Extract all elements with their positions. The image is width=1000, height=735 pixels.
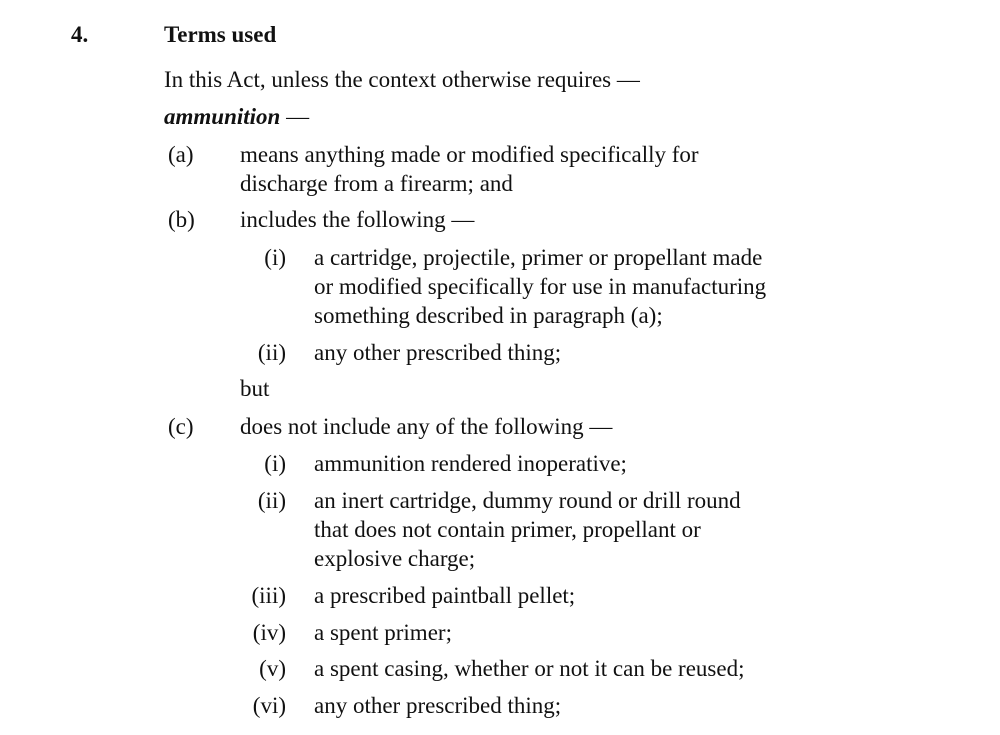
subparagraph-c-iv-line-1: a spent primer;	[314, 620, 452, 645]
subparagraph-b-ii-line-1: any other prescribed thing;	[314, 340, 562, 365]
subparagraph-c-ii-line-1: an inert cartridge, dummy round or drill round	[314, 488, 741, 513]
subparagraph-b-ii-label: (ii)	[257, 340, 286, 365]
subparagraph-b-i-line-2: or modified specifically for use in manufacturing	[314, 274, 767, 299]
subparagraph-c-iv-label: (iv)	[252, 620, 286, 645]
subparagraph-c-vi-label: (vi)	[252, 693, 286, 718]
subparagraph-c-ii-label: (ii)	[257, 488, 286, 513]
section-intro: In this Act, unless the context otherwise requires —	[164, 67, 640, 92]
subparagraph-b-i-label: (i)	[264, 245, 286, 270]
paragraph-a-line-2: discharge from a firearm; and	[240, 171, 513, 196]
defined-term-dash: —	[280, 104, 310, 129]
subparagraph-c-i-label: (i)	[264, 451, 286, 476]
paragraph-c-label: (c)	[168, 414, 194, 439]
subparagraph-c-v-label: (v)	[259, 656, 286, 681]
subparagraph-c-iii-label: (iii)	[251, 583, 286, 608]
section-number: 4.	[71, 22, 89, 47]
conjunction-but: but	[240, 376, 270, 401]
paragraph-b-text: includes the following —	[240, 207, 475, 232]
subparagraph-c-iii-line-1: a prescribed paintball pellet;	[314, 583, 576, 608]
section-heading: Terms used	[164, 22, 277, 47]
definition-term-line	[164, 102, 309, 131]
paragraph-c-text: does not include any of the following —	[240, 414, 613, 439]
subparagraph-c-ii-line-3: explosive charge;	[314, 546, 476, 571]
paragraph-a-label: (a)	[168, 142, 194, 167]
paragraph-a-line-1: means anything made or modified specifically for	[240, 142, 699, 167]
subparagraph-c-ii-line-2: that does not contain primer, propellant or	[314, 517, 701, 542]
subparagraph-c-v-line-1: a spent casing, whether or not it can be reused;	[314, 656, 745, 681]
subparagraph-c-vi-line-1: any other prescribed thing;	[314, 693, 562, 718]
subparagraph-c-i-line-1: ammunition rendered inoperative;	[314, 451, 627, 476]
paragraph-b-label: (b)	[168, 207, 195, 232]
subparagraph-b-i-line-1: a cartridge, projectile, primer or propellant made	[314, 245, 763, 270]
subparagraph-b-i-line-3: something described in paragraph (a);	[314, 303, 663, 328]
defined-term: ammunition	[164, 104, 281, 129]
